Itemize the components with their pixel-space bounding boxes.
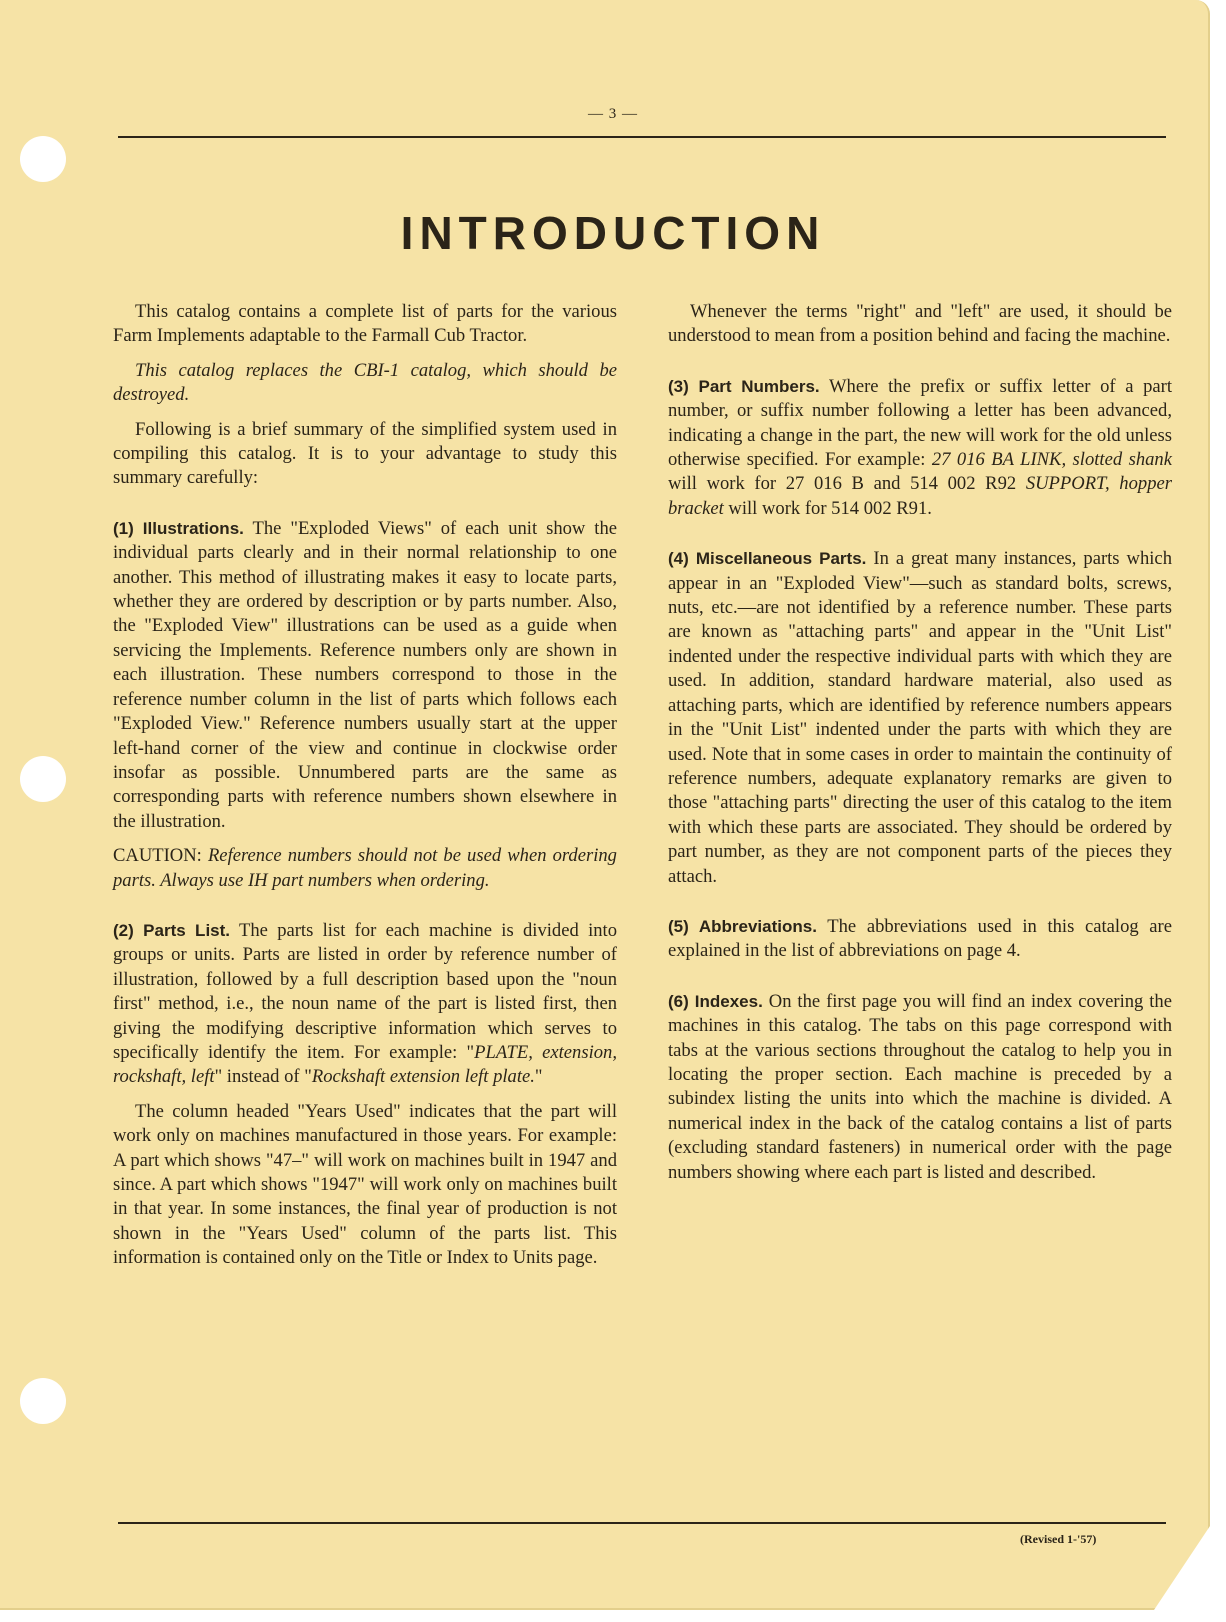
section-indexes: (6) Indexes. On the first page you will find an index covering the machines in this catalog. The tabs on this page correspond with tabs at the various sections throughout the catalog to help you in locating the proper section. Each machine is preceded by a subindex listing the units into which the machine is divided. A numerical index in the back of the catalog contains a list of parts (excluding standard fasteners) in numerical order with the page numbers showing where each part is listed and described.	[668, 990, 1172, 1183]
years-used-paragraph: The column headed "Years Used" indicates that the part will work only on machines manufactured in those years. For example: A part which shows "47–" will work on machines built in 1947 and since. A part which shows "1947" will work only on machines built in that year. In some instances, the final year of production is not shown in the "Years Used" column of the parts list. This information is contained only on the Title or Index to Units page.	[113, 1100, 617, 1269]
footer-rule	[118, 1522, 1166, 1524]
caution-text: Reference numbers should not be used when ordering parts. Always use IH part numbers when ordering.	[113, 845, 617, 891]
page-title: INTRODUCTION	[400, 207, 826, 259]
section-heading: (6) Indexes.	[668, 991, 763, 1011]
section-text: The "Exploded Views" of each unit show the individual parts clearly and in their normal relationship to one another. This method of illustrating makes it easy to locate parts, whether they are ordered by description or by parts number. Also, the "Exploded View" illustrations can be used as a guide when servicing the Implements. Reference numbers only are shown in each illustration. These numbers correspond to those in the reference number column in the list of parts which follows each "Exploded View." Reference numbers usually start at the upper left-hand corner of the view and continue in clockwise order insofar as possible. Unnumbered parts are the same as corresponding parts with reference numbers shown elsewhere in the illustration.	[113, 517, 618, 832]
section-heading: (5) Abbreviations.	[668, 916, 817, 936]
revision-note: (Revised 1-'57)	[1020, 1532, 1097, 1546]
left-column	[113, 300, 617, 1281]
page-number: — 3 —	[588, 106, 638, 122]
right-left-paragraph: Whenever the terms "right" and "left" are used, it should be understood to mean from a position behind and facing the machine.	[668, 301, 1172, 347]
summary-intro: Following is a brief summary of the simplified system used in compiling this catalog. It is to your advantage to study this summary carefully:	[113, 418, 617, 489]
section-part-numbers: (3) Part Numbers. Where the prefix or suffix letter of a part number, or suffix number following a letter has been advanced, indicating a change in the part, the new will work for the old unless otherwise specified. For example: 27 016 BA LINK, slotted shank will work for 27 016 B and 514 002 R92 SUPPORT, hopper bracket will work for 514 002 R91.	[668, 375, 1173, 519]
torn-corner	[1146, 1502, 1226, 1622]
section-illustrations	[113, 517, 617, 834]
section-heading: (3) Part Numbers.	[668, 376, 820, 396]
section-heading: (4) Miscellaneous Parts.	[668, 549, 867, 569]
section-heading: (2) Parts List.	[113, 920, 231, 940]
punch-hole-middle	[20, 756, 66, 802]
section-abbreviations: (5) Abbreviations. The abbreviations used in this catalog are explained in the list of abbreviations on page 4.	[668, 915, 1173, 962]
section-miscellaneous-parts: (4) Miscellaneous Parts. In a great many instances, parts which appear in an "Exploded View"—such as standard bolts, screws, nuts, etc.—are not identified by a reference number. These parts are known as "attaching parts" and appear in the "Unit List" indented under the respective individual parts with which they are used. In addition, standard hardware material, also used as attaching parts, which are identified by reference numbers appears in the "Unit List" indented under the parts with which they are used. Note that in some cases in order to maintain the continuity of reference numbers, adequate explanatory remarks are given to those "attaching parts" directing the user of this catalog to the item with which these parts are associated. They should be ordered by part number, as they are not component parts of the pieces they attach.	[668, 548, 1172, 887]
intro-paragraph: This catalog contains a complete list of parts for the various Farm Implements adaptable to the Farmall Cub Tractor.	[113, 301, 617, 347]
right-column	[668, 300, 1172, 1195]
replacement-note: This catalog replaces the CBI-1 catalog, which should be destroyed.	[113, 359, 617, 406]
section-heading: (1) Illustrations.	[113, 518, 244, 538]
header-rule	[118, 136, 1166, 138]
caution-label: CAUTION:	[113, 845, 202, 867]
caution-note	[113, 844, 617, 893]
punch-hole-bottom	[20, 1378, 66, 1424]
punch-hole-top	[20, 136, 66, 182]
section-parts-list: (2) Parts List. The parts list for each machine is divided into groups or units. Parts are listed in order by reference number of illustration, followed by a full description based upon the "noun first" method, i.e., the noun name of the part is listed first, then giving the modifying descriptive information which serves to specifically identify the item. For example: "PLATE, extension, rockshaft, left" instead of "Rockshaft extension left plate."	[113, 919, 618, 1088]
